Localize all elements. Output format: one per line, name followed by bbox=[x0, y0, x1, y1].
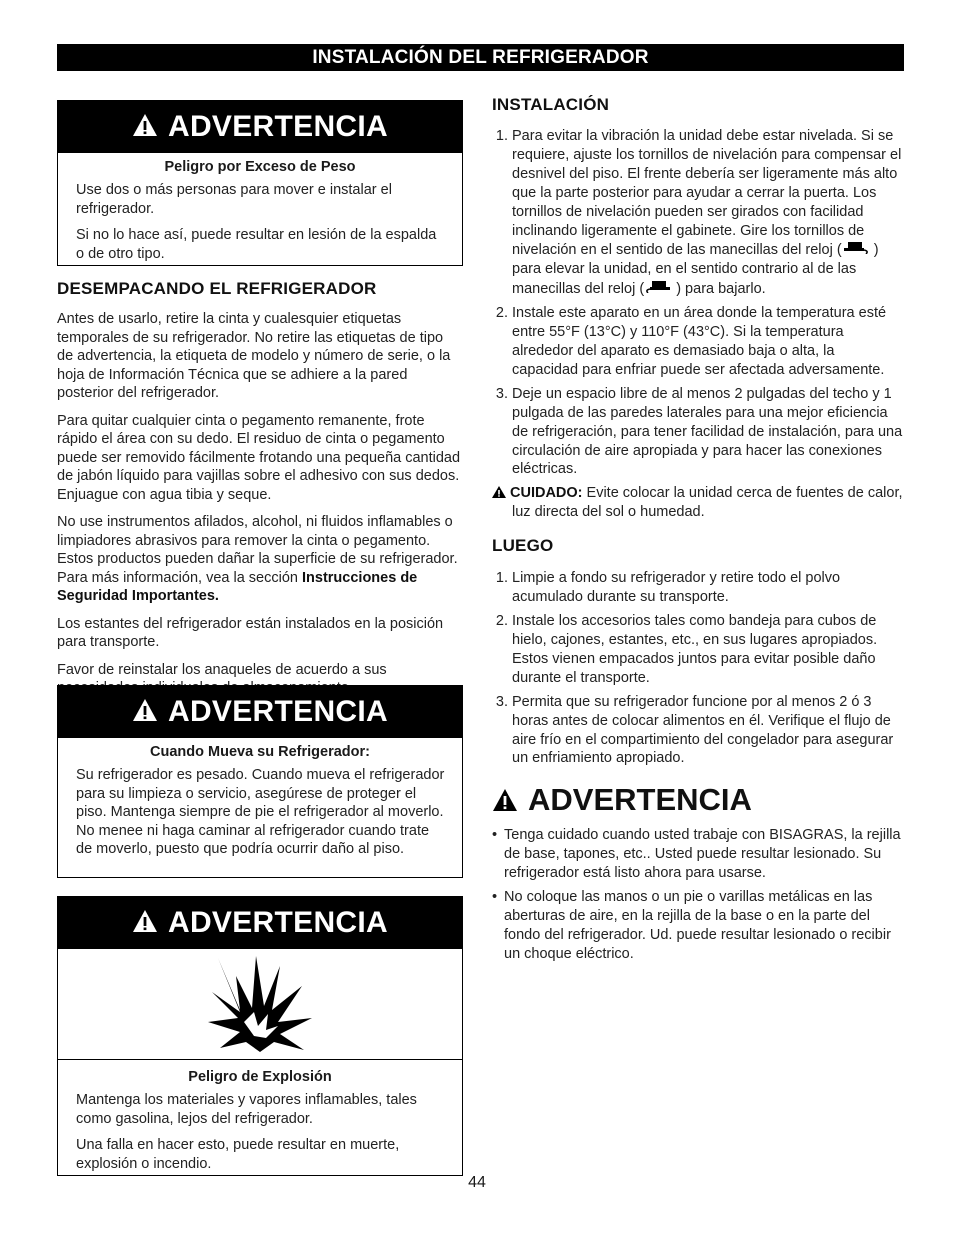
right-column bbox=[492, 95, 904, 969]
warning-box-explosion bbox=[57, 896, 463, 1176]
list-item: 3. Deje un espacio libre de al menos 2 pulgadas del techo y 1 pulgada de las paredes laterales para una mejor eficiencia de refrigeración, para tener facilidad de instalación, para una circulación de aire apropiada y para hacer las conexiones eléctricas. bbox=[512, 385, 904, 480]
warning-title: ADVERTENCIA bbox=[168, 906, 388, 939]
warning-box-moving bbox=[57, 685, 463, 878]
explosion-icon bbox=[58, 949, 462, 1059]
warning-text: Mantenga los materiales y vapores inflamables, tales como gasolina, lejos del refrigerador. bbox=[76, 1092, 417, 1127]
caution-triangle-icon bbox=[492, 485, 510, 501]
list-item bbox=[512, 127, 904, 299]
unpacking-text bbox=[57, 310, 463, 698]
warning-text: Use dos o más personas para mover e instalar el refrigerador. bbox=[76, 182, 392, 217]
warning-triangle-icon bbox=[492, 784, 518, 820]
list-item: 2. Instale este aparato en un área donde la temperatura esté entre 55°F (13°C) y 110°F (43°C). Si la temperatura alrededor del aparato es demasiado baja o alta, la capacidad para enfriar puede ser afectada adversamente. bbox=[512, 304, 904, 380]
then-list bbox=[492, 569, 904, 768]
warning-subtitle: Peligro por Exceso de Peso bbox=[164, 159, 356, 175]
paragraph: Para quitar cualquier cinta o pegamento remanente, frote rápido el área con su dedo. El residuo de cinta o pegamento puede ser removido fácilmente frotando una pequeña cantidad de jabón líquido para vajillas sobre el adhesivo con sus dedos. Enjuague con agua tibia y seque. bbox=[57, 412, 461, 503]
warning-triangle-icon bbox=[132, 898, 158, 950]
list-item-text: ) para bajarlo. bbox=[676, 281, 766, 298]
warning-subtitle: Cuando Mueva su Refrigerador: bbox=[150, 744, 370, 760]
left-column bbox=[57, 100, 463, 1172]
page-number: 44 bbox=[468, 1174, 486, 1191]
clockwise-knob-icon bbox=[842, 240, 870, 260]
warning-title: ADVERTENCIA bbox=[168, 695, 388, 728]
section-heading-installation: INSTALACIÓN bbox=[492, 95, 610, 114]
paragraph-text: No use instrumentos afilados, alcohol, ni fluidos inflamables o limpiadores abrasivos para remover la cinta o pegamento. Estos productos pueden dañar la superficie de su refrigerador. Para más información, vea la sección bbox=[57, 514, 458, 586]
bullet-item: • Tenga cuidado cuando usted trabaje con BISAGRAS, la rejilla de base, tapones, etc.. Usted puede resultar lesionado. Su refrigerador está listo ahora para usarse. bbox=[504, 826, 904, 883]
warning-heading bbox=[492, 782, 904, 820]
warning-body bbox=[58, 181, 462, 279]
list-item: 1. Limpie a fondo su refrigerador y retire todo el polvo acumulado durante su transporte. bbox=[512, 569, 904, 607]
counterclockwise-knob-icon bbox=[644, 279, 672, 299]
list-item: 2. Instale los accesorios tales como bandeja para cubos de hielo, cajones, estantes, etc., en sus lugares apropiados. Estos vienen empacados juntos para evitar posible daño durante el transporte. bbox=[512, 612, 904, 688]
warning-triangle-icon bbox=[132, 102, 158, 154]
list-item-text: ) para elevar la unidad, en el sentido contrario al de las manecillas del reloj ( bbox=[512, 242, 879, 298]
paragraph: Antes de usarlo, retire la cinta y cualesquier etiquetas temporales de su refrigerador. No retire las etiquetas de tipo de advertencia, la etiqueta de modelo y número de serie, o la hoja de Información Técnica que se adhiere a la pared posterior del refrigerador. bbox=[57, 311, 451, 401]
warning-text: Si no lo hace así, puede resultar en lesión de la espalda o de otro tipo. bbox=[76, 227, 437, 262]
warning-header bbox=[58, 686, 462, 738]
warning-title: ADVERTENCIA bbox=[168, 110, 388, 143]
warning-header bbox=[58, 101, 462, 153]
caution-note bbox=[492, 484, 904, 522]
caution-text: Evite colocar la unidad cerca de fuentes de calor, luz directa del sol o humedad. bbox=[512, 485, 903, 521]
warning-box-weight bbox=[57, 100, 463, 266]
paragraph: Los estantes del refrigerador están instalados en la posición para transporte. bbox=[57, 615, 444, 650]
paragraph bbox=[57, 513, 463, 606]
page-header: INSTALACIÓN DEL REFRIGERADOR bbox=[57, 44, 904, 71]
bullet-item: • No coloque las manos o un pie o varillas metálicas en las aberturas de aire, en la rejilla de la base o en la parte del fondo del refrigerador. Ud. puede resultar lesionado o recibir un choque eléctrico. bbox=[504, 888, 904, 964]
warning-text: Una falla en hacer esto, puede resultar en muerte, explosión o incendio. bbox=[76, 1137, 400, 1172]
warning-bullets bbox=[492, 826, 904, 964]
paragraph: Favor de reinstalar los anaqueles de acuerdo a sus bbox=[57, 661, 387, 678]
warning-text: Su refrigerador es pesado. Cuando mueva el refrigerador para su limpieza o servicio, asegúrese de proteger el piso. Mantenga siempre de pie el refrigerador al moverlo. No menee ni haga caminar al refrigerador cuando trate de moverlo, puesto que podría ocurrir daño al piso. bbox=[76, 767, 445, 857]
divider bbox=[58, 1059, 462, 1060]
warning-subtitle: Peligro de Explosión bbox=[188, 1069, 332, 1085]
list-item-text: Para evitar la vibración la unidad debe estar nivelada. Si se requiere, ajuste los tornillos de nivelación para compensar el desnivel del piso. El frente debería ser ligeramente más alto que la parte posterior para ayudar a cerrar la puerta. Los tornillos de nivelación pueden ser girados con facilidad inclinando ligeramente el gabinete. Gire los tornillos de nivelación en el sentido de las manecillas del reloj ( bbox=[512, 128, 902, 259]
safety-instructions-reference: Instrucciones de Seguridad Importantes. bbox=[57, 569, 418, 604]
warning-header bbox=[58, 897, 462, 949]
caution-label: CUIDADO: bbox=[510, 485, 583, 502]
warning-body bbox=[58, 766, 462, 875]
section-heading-unpacking: DESEMPACANDO EL REFRIGERADOR bbox=[57, 279, 377, 298]
installation-list bbox=[492, 127, 904, 479]
list-item: 3. Permita que su refrigerador funcione por al menos 2 ó 3 horas antes de colocar alimentos en él. Verifique el flujo de aire frío en el compartimiento del congelador para asegurar un enfriamiento apropiado. bbox=[512, 693, 904, 769]
section-heading-then: LUEGO bbox=[492, 536, 554, 556]
warning-triangle-icon bbox=[132, 687, 158, 739]
warning-title: ADVERTENCIA bbox=[528, 782, 752, 818]
